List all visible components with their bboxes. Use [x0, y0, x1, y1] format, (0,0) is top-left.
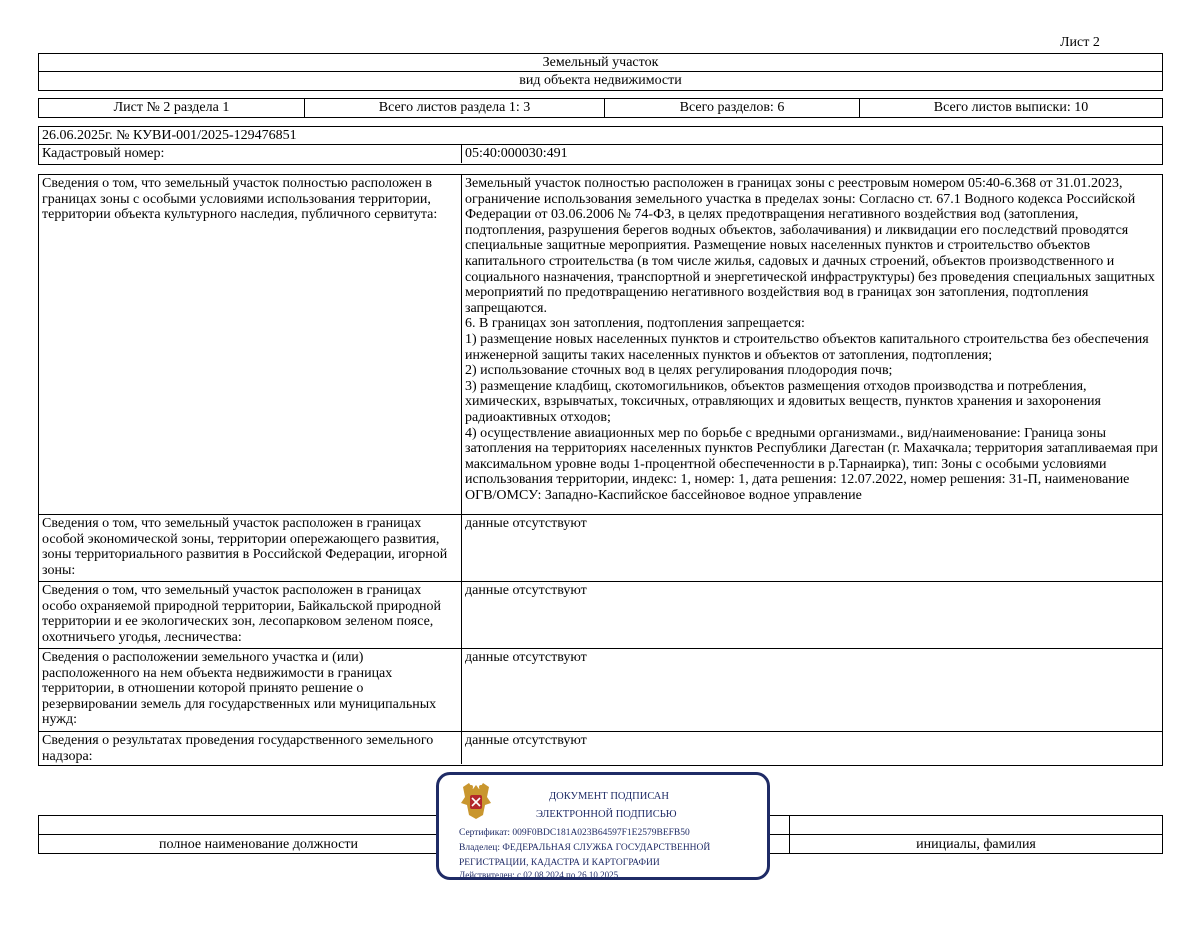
stamp-title-line2: ЭЛЕКТРОННОЙ ПОДПИСЬЮ — [536, 809, 677, 820]
row-label: Сведения о том, что земельный участок расположен в границах особой экономической зоны, территории опережающего развития, зоны территориального развития в Российской Федерации, игорной зоны: — [39, 515, 462, 581]
cadastral-label: Кадастровый номер: — [39, 145, 462, 163]
e-signature-stamp — [436, 772, 770, 880]
row-value: данные отсутствуют — [465, 583, 587, 598]
sheet-label: Лист 2 — [1060, 35, 1100, 50]
total-sheets-extract: Всего листов выписки: 10 — [933, 100, 1089, 115]
extract-meta — [38, 126, 1163, 165]
table-row — [39, 649, 1162, 732]
row-label: Сведения о том, что земельный участок расположен в границах особо охраняемой природной территории, Байкальской природной территории и ее экологических зон, лесопарковом зеленом поясе, охотничьего угодья, лесничества: — [39, 582, 462, 648]
total-sections: Всего разделов: 6 — [605, 99, 860, 117]
sheet-stats-row — [38, 98, 1163, 118]
coat-of-arms-icon — [459, 781, 493, 821]
stamp-certificate: Сертификат: 009F0BDC181A023B64597F1E2579BEFB50 — [459, 828, 690, 838]
object-subtitle: вид объекта недвижимости — [519, 73, 682, 88]
row-label: Сведения о результатах проведения государственного земельного надзора: — [39, 732, 462, 764]
date-number: 26.06.2025г. № КУВИ-001/2025-129476851 — [39, 127, 1162, 145]
name-caption: инициалы, фамилия — [916, 837, 1036, 852]
stamp-title-line1: ДОКУМЕНТ ПОДПИСАН — [549, 791, 669, 802]
row-value: данные отсутствуют — [465, 733, 587, 748]
row-label: Сведения о расположении земельного участка и (или) расположенного на нем объекта недвижимости в границах территории, в отношении которой принято решение о резервировании земель для государственных или муниципальных нужд: — [39, 649, 462, 731]
stamp-owner-line1: Владелец: ФЕДЕРАЛЬНАЯ СЛУЖБА ГОСУДАРСТВЕННОЙ — [459, 843, 711, 853]
cadastral-value: 05:40:000030:491 — [465, 146, 568, 161]
stamp-owner-line2: РЕГИСТРАЦИИ, КАДАСТРА И КАРТОГРАФИИ — [459, 858, 660, 868]
row-value: данные отсутствуют — [465, 650, 587, 665]
object-type-header — [38, 53, 1163, 91]
row-label: Сведения о том, что земельный участок полностью расположен в границах зоны с особыми условиями использования территории, территории объекта культурного наследия, публичного сервитута: — [39, 175, 462, 514]
row-value: Земельный участок полностью расположен в границах зоны с реестровым номером 05:40-6.368 от 31.01.2023, ограничение использования земельного участка в пределах зоны: Согласно ст. 67.1 Водного кодекса Российской Федерации от 03.06.2006 № 74-ФЗ, в целях предотвращения негативного воздействия вод (затопления, подтопления, разрушения берегов водных объектов, заболачивания) и ликвидации его последствий проводятся специальные защитные мероприятия. Размещение новых населенных пунктов и строительство объектов капитального строительства (в том числе жилья, садовых и дачных строений, объектов производственного и социального назначения, транспортной и энергетической инфраструктуры) без проведения специальных защитных мероприятий по предотвращению негативного воздействия вод в границах зон затопления, подтопления запрещаются. 6. В границах зон затопления, подтопления запрещается: 1) размещение новых населенных пунктов и строительство объектов капитального строительства без обеспечения инженерной защиты таких населенных пунктов и объектов от затопления, подтопления; 2) использование сточных вод в целях регулирования плодородия почв; 3) размещение кладбищ, скотомогильников, объектов размещения отходов производства и потребления, химических, взрывчатых, токсичных, отравляющих и ядовитых веществ, пунктов хранения и захоронения радиоактивных отходов; 4) осуществление авиационных мер по борьбе с вредными организмами., вид/наименование: Граница зоны затопления на территориях населенных пунктов Республики Дагестан (г. Махачкала; территория затапливаемая при максимальном уровне воды 1-процентной обеспеченности в р.Тарнаирка), тип: Зоны с особыми условиями использования территории, индекс: 1, номер: 1, дата решения: 12.07.2022, номер решения: 31-П, наименование ОГВ/ОМСУ: Западно-Каспийское бассейновое водное управление — [465, 176, 1158, 503]
table-row — [39, 732, 1162, 764]
stamp-validity: Действителен: с 02.08.2024 по 26.10.2025 — [459, 870, 619, 880]
table-row — [39, 515, 1162, 582]
info-table — [38, 174, 1163, 766]
table-row — [39, 582, 1162, 649]
table-row — [39, 175, 1162, 515]
sheet-of-section: Лист № 2 раздела 1 — [39, 99, 305, 117]
position-caption: полное наименование должности — [39, 835, 479, 853]
total-sheets-section: Всего листов раздела 1: 3 — [305, 99, 605, 117]
object-title: Земельный участок — [39, 54, 1162, 72]
row-value: данные отсутствуют — [465, 516, 587, 531]
